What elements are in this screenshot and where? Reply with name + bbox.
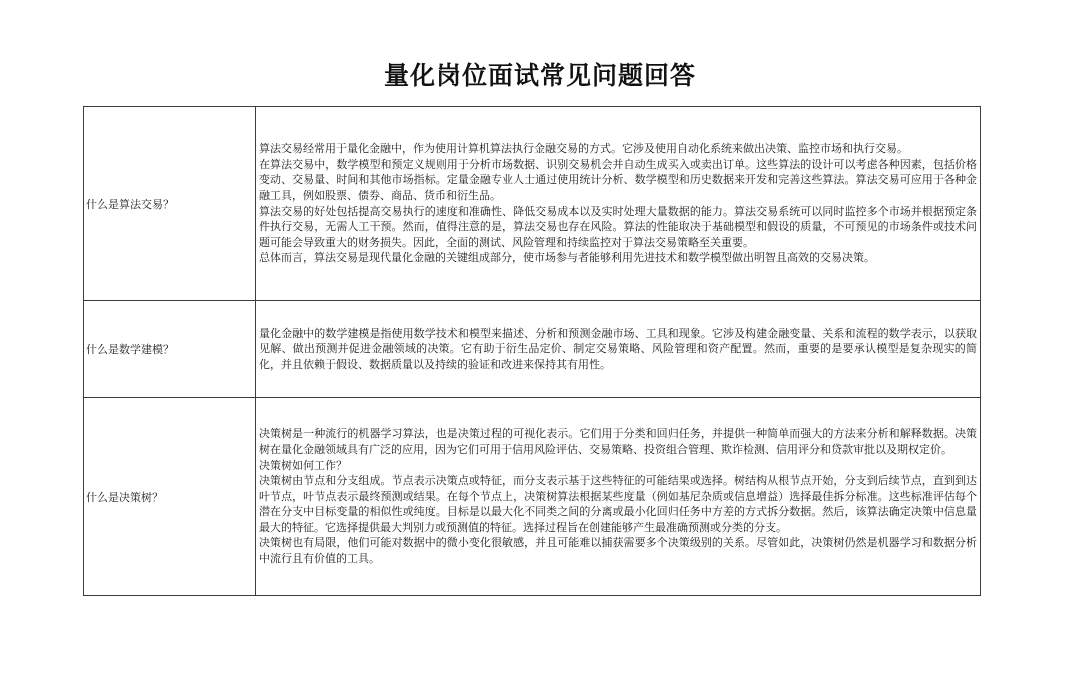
answer-paragraph: 决策树由节点和分支组成。节点表示决策点或特征，而分支表示基于这些特征的可能结果或选择。树结构从根节点开始，分支到后续节点，直到到达叶节点，叶节点表示最终预测或结果。在每个节点上，决策树算法根据某些度量（例如基尼杂质或信息增益）选择最佳拆分标准。这些标准评估每个潜在分支中目标变量的相似性或纯度。目标是以最大化不同类之间的分离或最小化回归任务中方差的方式拆分数据。然后，该算法确定决策中信息量最大的特征。它选择提供最大判别力或预测值的特征。选择过程旨在创建能够产生最准确预测或分类的分支。 xyxy=(259,474,977,534)
answer-paragraph: 总体而言，算法交易是现代量化金融的关键组成部分，使市场参与者能够利用先进技术和数学模型做出明智且高效的交易决策。 xyxy=(259,251,875,265)
table-row xyxy=(84,107,981,301)
answer-cell xyxy=(256,107,981,301)
qa-table xyxy=(83,106,981,596)
answer-cell xyxy=(256,398,981,596)
table-row xyxy=(84,398,981,596)
answer-paragraph: 决策树也有局限，他们可能对数据中的微小变化很敏感，并且可能难以捕获需要多个决策级别的关系。尽管如此，决策树仍然是机器学习和数据分析中流行且有价值的工具。 xyxy=(259,536,977,566)
question-cell: 什么是数学建模？ xyxy=(84,301,256,398)
answer-paragraph: 算法交易经常用于量化金融中，作为使用计算机算法执行金融交易的方式。它涉及使用自动化系统来做出决策、监控市场和执行交易。 xyxy=(259,142,908,156)
question-cell: 什么是算法交易？ xyxy=(84,107,256,301)
answer-paragraph: 决策树如何工作？ xyxy=(259,458,347,472)
answer-paragraph: 算法交易的好处包括提高交易执行的速度和准确性、降低交易成本以及实时处理大量数据的能力。算法交易系统可以同时监控多个市场并根据预定条件执行交易，无需人工干预。然而，值得注意的是，算法交易也存在风险。算法的性能取决于基础模型和假设的质量，不可预见的市场条件或技术问题可能会导致重大的财务损失。因此，全面的测试、风险管理和持续监控对于算法交易策略至关重要。 xyxy=(259,204,977,249)
answer-paragraph: 在算法交易中，数学模型和预定义规则用于分析市场数据、识别交易机会并自动生成买入或卖出订单。这些算法的设计可以考虑各种因素，包括价格变动、交易量、时间和其他市场指标。定量金融专业人士通过使用统计分析、数学模型和历史数据来开发和完善这些算法。算法交易可应用于各种金融工具，例如股票、债券、商品、货币和衍生品。 xyxy=(259,157,977,202)
document-title: 量化岗位面试常见问题回答 xyxy=(383,61,696,90)
answer-cell xyxy=(256,301,981,398)
table-row xyxy=(84,301,981,398)
answer-paragraph: 决策树是一种流行的机器学习算法，也是决策过程的可视化表示。它们用于分类和回归任务，并提供一种简单而强大的方法来分析和解释数据。决策树在量化金融领域具有广泛的应用，因为它们可用于信用风险评估、交易策略、投资组合管理、欺诈检测、信用评分和贷款审批以及期权定价。 xyxy=(259,427,977,456)
question-cell: 什么是决策树？ xyxy=(84,398,256,596)
answer-paragraph: 量化金融中的数学建模是指使用数学技术和模型来描述、分析和预测金融市场、工具和现象。它涉及构建金融变量、关系和流程的数学表示，以获取见解、做出预测并促进金融领域的决策。它有助于衍生品定价、制定交易策略、风险管理和资产配置。然而，重要的是要承认模型是复杂现实的简化，并且依赖于假设、数据质量以及持续的验证和改进来保持其有用性。 xyxy=(259,326,977,371)
